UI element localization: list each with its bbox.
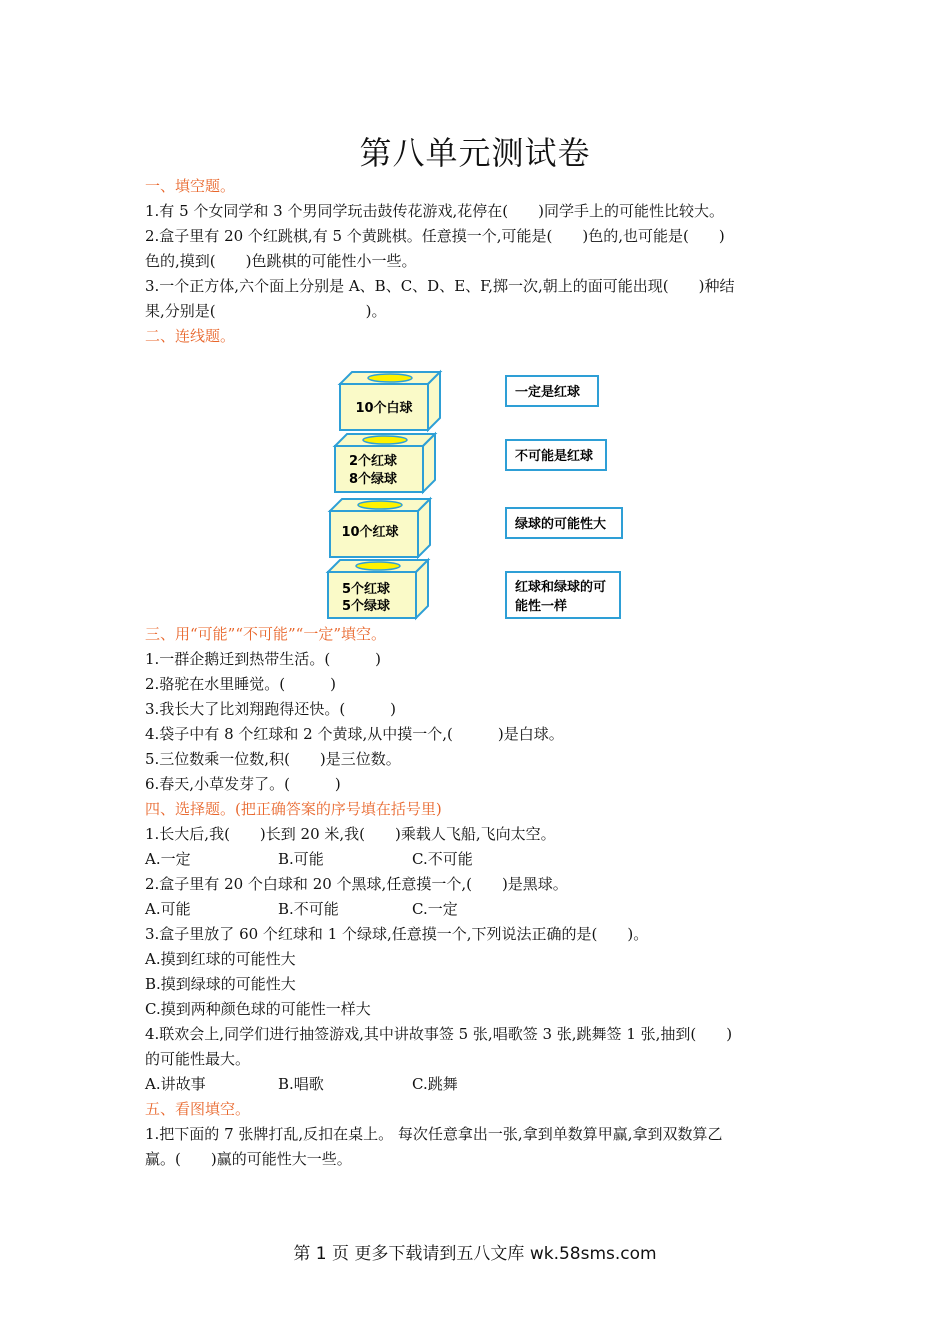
s1-line: 2.盒子里有 20 个红跳棋,有 5 个黄跳棋。任意摸一个,可能是( )色的,也可能是( ) <box>145 227 725 245</box>
s4-q4-option-c: C.跳舞 <box>412 1075 458 1093</box>
s4-q1-option-a: A.一定 <box>145 850 191 868</box>
label-always-red <box>506 376 598 406</box>
box-label: 10个白球 <box>355 401 413 416</box>
box-label: 5个红球 <box>341 582 391 597</box>
box-label: 2个红球 <box>348 454 398 469</box>
label-text: 不可能是红球 <box>515 449 594 464</box>
s3-line: 5.三位数乘一位数,积( )是三位数。 <box>145 750 401 768</box>
s1-line: 3.一个正方体,六个面上分别是 A、B、C、D、E、F,掷一次,朝上的面可能出现( )种结 <box>145 277 735 295</box>
s4-question-2: 2.盒子里有 20 个白球和 20 个黑球,任意摸一个,( )是黑球。 <box>145 875 568 893</box>
matching-figure <box>320 362 640 624</box>
box-label: 10个红球 <box>341 525 399 540</box>
s3-line: 1.一群企鹅迁到热带生活。( ) <box>145 650 382 668</box>
section-1-heading: 一、填空题。 <box>145 177 236 195</box>
s3-line: 4.袋子中有 8 个红球和 2 个黄球,从中摸一个,( )是白球。 <box>145 725 564 743</box>
box-label: 8个绿球 <box>348 472 398 487</box>
box-opening <box>363 436 407 444</box>
s4-question-1: 1.长大后,我( )长到 20 米,我( )乘载人飞船,飞向太空。 <box>145 825 556 843</box>
box-10-red <box>330 499 430 557</box>
section-2-heading: 二、连线题。 <box>145 327 236 345</box>
s3-line: 2.骆驼在水里睡觉。( ) <box>145 675 337 693</box>
s1-line: 色的,摸到( )色跳棋的可能性小一些。 <box>145 252 417 270</box>
box-2red-8green <box>335 434 435 492</box>
box-5red-5green <box>328 560 428 618</box>
s3-line: 6.春天,小草发芽了。( ) <box>145 775 341 793</box>
section-5-heading: 五、看图填空。 <box>145 1100 251 1118</box>
box-10-white <box>340 372 440 430</box>
label-text: 能性一样 <box>515 599 568 614</box>
s1-line: 1.有 5 个女同学和 3 个男同学玩击鼓传花游戏,花停在( )同学手上的可能性比较大。 <box>145 202 724 220</box>
page-footer: 第 1 页 更多下载请到五八文库 wk.58sms.com <box>293 1244 657 1264</box>
label-green-likely <box>506 508 622 538</box>
s4-q2-option-b: B.不可能 <box>278 900 339 918</box>
s4-q3-option-a: A.摸到红球的可能性大 <box>145 950 296 968</box>
s4-q3-option-c: C.摸到两种颜色球的可能性一样大 <box>145 1000 371 1018</box>
label-text: 绿球的可能性大 <box>515 517 607 532</box>
s4-q1-option-b: B.可能 <box>278 850 324 868</box>
box-label: 5个绿球 <box>341 599 391 614</box>
box-opening <box>358 501 402 509</box>
section-4-heading: 四、选择题。(把正确答案的序号填在括号里) <box>145 800 442 818</box>
box-opening <box>356 562 400 570</box>
page-title: 第八单元测试卷 <box>359 134 591 172</box>
label-text: 红球和绿球的可 <box>515 580 607 595</box>
s1-line: 果,分别是( )。 <box>145 302 387 320</box>
label-never-red <box>506 440 606 470</box>
s4-q1-option-c: C.不可能 <box>412 850 473 868</box>
s4-question-4: 4.联欢会上,同学们进行抽签游戏,其中讲故事签 5 张,唱歌签 3 张,跳舞签 1 张,抽到( ) <box>145 1025 733 1043</box>
s4-q4-option-b: B.唱歌 <box>278 1075 324 1093</box>
s4-q4-option-a: A.讲故事 <box>145 1075 206 1093</box>
s5-line: 1.把下面的 7 张牌打乱,反扣在桌上。 每次任意拿出一张,拿到单数算甲赢,拿到双数算乙 <box>145 1125 723 1143</box>
s4-question-3: 3.盒子里放了 60 个红球和 1 个绿球,任意摸一个,下列说法正确的是( )。 <box>145 925 649 943</box>
s4-question-4-cont: 的可能性最大。 <box>145 1050 251 1068</box>
s4-q3-option-b: B.摸到绿球的可能性大 <box>145 975 296 993</box>
section-3-heading: 三、用“可能”“不可能”“一定”填空。 <box>145 625 387 643</box>
s4-q2-option-a: A.可能 <box>145 900 191 918</box>
s3-line: 3.我长大了比刘翔跑得还快。( ) <box>145 700 397 718</box>
s4-q2-option-c: C.一定 <box>412 900 458 918</box>
label-text: 一定是红球 <box>515 385 581 400</box>
s5-line: 赢。( )赢的可能性大一些。 <box>145 1150 352 1168</box>
box-opening <box>368 374 412 382</box>
label-equal-chance <box>506 572 620 618</box>
